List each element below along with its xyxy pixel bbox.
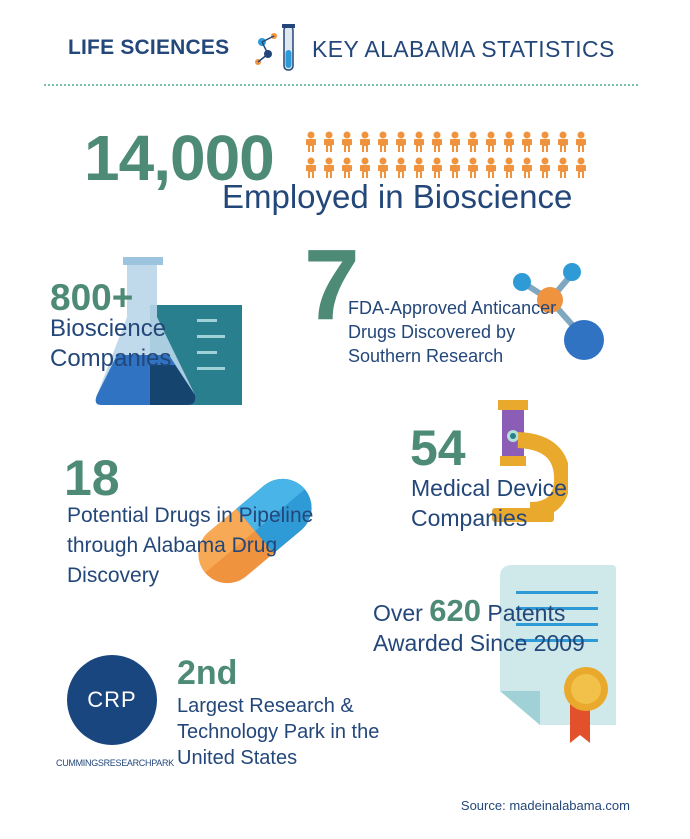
test-tubes-icon bbox=[252, 22, 302, 74]
person-icon bbox=[537, 131, 553, 153]
person-icon bbox=[429, 131, 445, 153]
person-icon bbox=[519, 157, 535, 179]
person-icon bbox=[321, 157, 337, 179]
source-text: Source: madeinalabama.com bbox=[460, 798, 630, 813]
patents-label bbox=[373, 593, 585, 658]
person-icon bbox=[573, 157, 589, 179]
employed-number: 14,000 bbox=[84, 122, 274, 194]
person-icon bbox=[321, 131, 337, 153]
anticancer-label bbox=[348, 296, 556, 368]
anticancer-number: 7 bbox=[304, 229, 360, 341]
patents-number: 620 bbox=[429, 593, 481, 628]
patents-suffix: Patents bbox=[487, 600, 566, 626]
person-icon bbox=[339, 157, 355, 179]
pipeline-line1: Potential Drugs in Pipeline bbox=[67, 504, 314, 527]
medical-line1: Medical Device bbox=[411, 475, 567, 501]
anticancer-line3: Southern Research bbox=[348, 346, 504, 366]
person-icon bbox=[555, 157, 571, 179]
person-icon bbox=[555, 131, 571, 153]
header-divider bbox=[44, 84, 638, 86]
person-icon bbox=[519, 131, 535, 153]
header-life-sciences: LIFE SCIENCES bbox=[68, 36, 230, 59]
person-icon bbox=[537, 157, 553, 179]
pipeline-line2: through Alabama Drug bbox=[67, 534, 278, 557]
medical-number: 54 bbox=[410, 420, 466, 476]
pipeline-number: 18 bbox=[64, 450, 120, 506]
person-icon bbox=[483, 131, 499, 153]
header-key-statistics: KEY ALABAMA STATISTICS bbox=[312, 36, 615, 62]
person-icon bbox=[357, 131, 373, 153]
person-icon bbox=[483, 157, 499, 179]
park-number: 2nd bbox=[177, 654, 238, 692]
crp-logo: CRP bbox=[67, 655, 157, 745]
person-icon bbox=[429, 157, 445, 179]
medical-label bbox=[411, 473, 567, 533]
park-line2: Technology Park in the bbox=[177, 721, 380, 743]
person-icon bbox=[465, 157, 481, 179]
person-icon bbox=[465, 131, 481, 153]
companies-label bbox=[50, 314, 171, 374]
anticancer-line2: Drugs Discovered by bbox=[348, 322, 516, 342]
person-icon bbox=[501, 131, 517, 153]
pipeline-label bbox=[67, 501, 313, 591]
person-icon bbox=[447, 157, 463, 179]
person-icon bbox=[303, 131, 319, 153]
person-icon bbox=[357, 157, 373, 179]
crp-logo-caption: CUMMINGSRESEARCHPARK bbox=[56, 758, 174, 768]
person-icon bbox=[447, 131, 463, 153]
employed-label: Employed in Bioscience bbox=[222, 178, 573, 215]
person-icon bbox=[573, 131, 589, 153]
person-icon bbox=[393, 157, 409, 179]
person-icon bbox=[375, 157, 391, 179]
park-line1: Largest Research & bbox=[177, 695, 354, 717]
medical-line2: Companies bbox=[411, 505, 528, 531]
park-line3: United States bbox=[177, 747, 298, 769]
person-icon bbox=[393, 131, 409, 153]
person-icon bbox=[411, 157, 427, 179]
person-icon bbox=[339, 131, 355, 153]
person-icon bbox=[375, 131, 391, 153]
people-icon bbox=[303, 131, 589, 179]
anticancer-line1: FDA-Approved Anticancer bbox=[348, 298, 557, 318]
companies-line1: Bioscience bbox=[50, 315, 167, 342]
pipeline-line3: Discovery bbox=[67, 564, 160, 587]
patents-line2: Awarded Since 2009 bbox=[373, 630, 585, 656]
person-icon bbox=[411, 131, 427, 153]
companies-number: 800+ bbox=[50, 277, 134, 318]
person-icon bbox=[501, 157, 517, 179]
person-icon bbox=[303, 157, 319, 179]
companies-line2: Companies bbox=[50, 345, 172, 372]
patents-prefix: Over bbox=[373, 600, 423, 626]
park-label bbox=[177, 693, 379, 771]
